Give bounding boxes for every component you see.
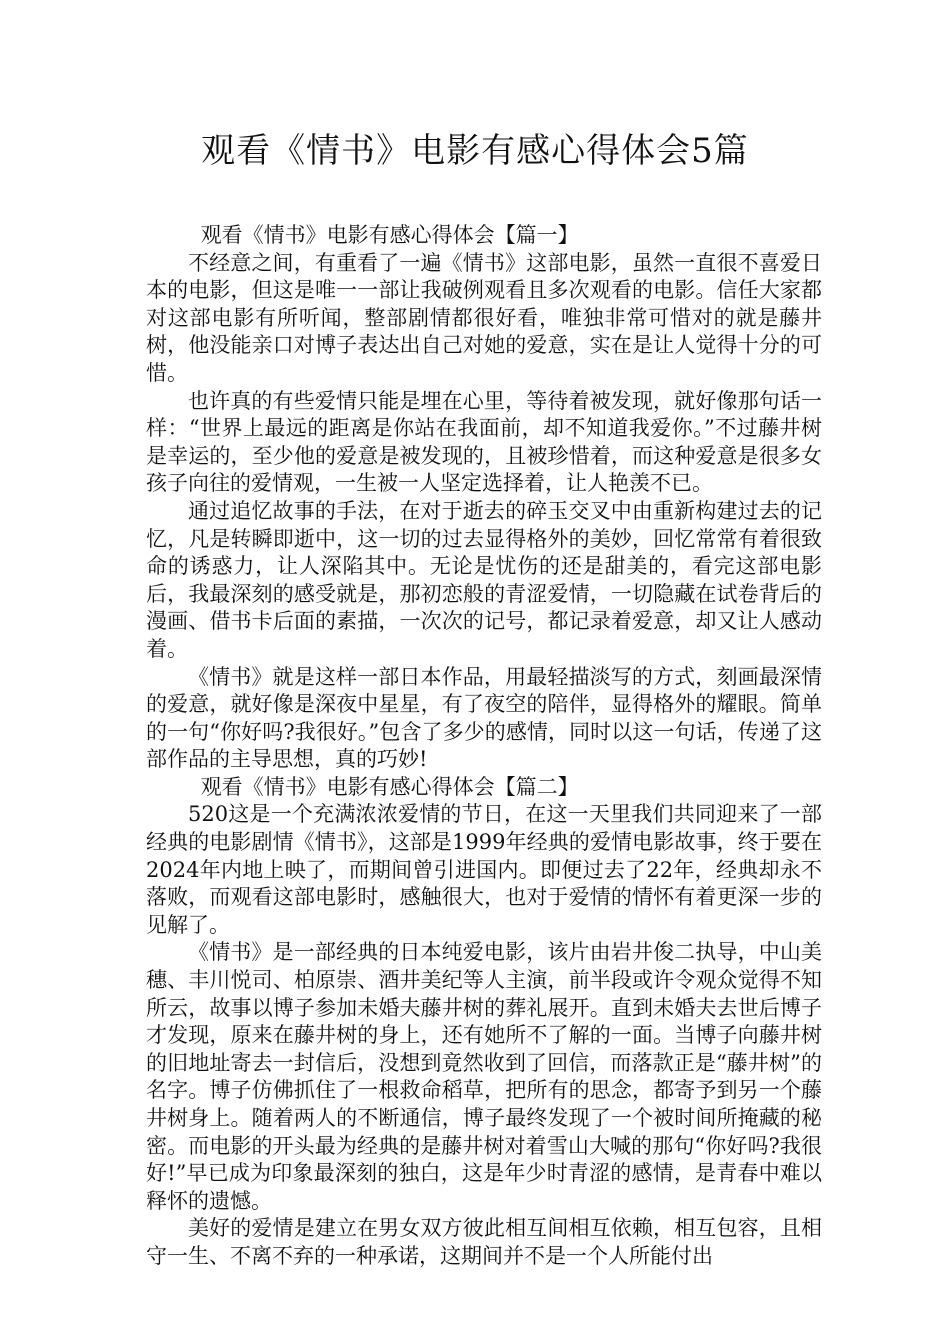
section-heading-2: 观看《情书》电影有感心得体会【篇二】 <box>200 774 579 799</box>
paragraph: 520这是一个充满浓浓爱情的节日，在这一天里我们共同迎来了一部经典的电影剧情《情书》，这部是1999年经典的爱情电影故事，终于要在2024年内地上映了，而期间曾引进国内。即便过去了22年，经典却永不落败，而观看这部电影时，感触很大，也对于爱情的情怀有着更深一步的见解了。 <box>146 802 822 937</box>
paragraph: 《情书》就是这样一部日本作品，用最轻描淡写的方式，刻画最深情的爱意，就好像是深夜中星星，有了夜空的陪伴，显得格外的耀眼。简单的一句“你好吗?我很好。”包含了多少的感情，同时以这一句话，传递了这部作品的主导思想，真的巧妙! <box>146 664 822 772</box>
paragraph: 通过追忆故事的手法，在对于逝去的碎玉交叉中由重新构建过去的记忆，凡是转瞬即逝中，这一切的过去显得格外的美妙，回忆常常有着很致命的诱惑力，让人深陷其中。无论是忧伤的还是甜美的，看完这部电影后，我最深刻的感受就是，那初恋般的青涩爱情，一切隐藏在试卷背后的漫画、借书卡后面的素描，一次次的记号，都记录着爱意，却又让人感动着。 <box>146 498 822 661</box>
document-title: 观看《情书》电影有感心得体会5篇 <box>201 131 749 171</box>
paragraph: 不经意之间，有重看了一遍《情书》这部电影，虽然一直很不喜爱日本的电影，但这是唯一一部让我破例观看且多次观看的电影。信任大家都对这部电影有所听闻，整部剧情都很好看，唯独非常可惜对的就是藤井树，他没能亲口对博子表达出自己对她的爱意，实在是让人觉得十分的可惜。 <box>146 250 822 385</box>
section-heading-1: 观看《情书》电影有感心得体会【篇一】 <box>200 223 579 247</box>
paragraph: 美好的爱情是建立在男女双方彼此相互间相互依赖，相互包容，且相守一生、不离不弃的一种承诺，这期间并不是一个人所能付出 <box>146 1216 822 1268</box>
paragraph: 也许真的有些爱情只能是埋在心里，等待着被发现，就好像那句话一样：“世界上最远的距离是你站在我面前，却不知道我爱你。”不过藤井树是幸运的，至少他的爱意是被发现的，且被珍惜着，而这种爱意是很多女孩子向往的爱情观，一生被一人坚定选择着，让人艳羡不已。 <box>146 388 822 496</box>
document-body <box>146 222 822 1271</box>
paragraph: 《情书》是一部经典的日本纯爱电影，该片由岩井俊二执导，中山美穗、丰川悦司、柏原崇、酒井美纪等人主演，前半段或许令观众觉得不知所云，故事以博子参加未婚夫藤井树的葬礼展开。直到未婚夫去世后博子才发现，原来在藤井树的身上，还有她所不了解的一面。当博子向藤井树的旧地址寄去一封信后，没想到竟然收到了回信，而落款正是“藤井树”的名字。博子仿佛抓住了一根救命稻草，把所有的思念，都寄予到另一个藤井树身上。随着两人的不断通信，博子最终发现了一个被时间所掩藏的秘密。而电影的开头最为经典的是藤井树对着雪山大喊的那句“你好吗?我很好!”早已成为印象最深刻的独白，这是年少时青涩的感情，是青春中难以释怀的遗憾。 <box>146 940 822 1213</box>
